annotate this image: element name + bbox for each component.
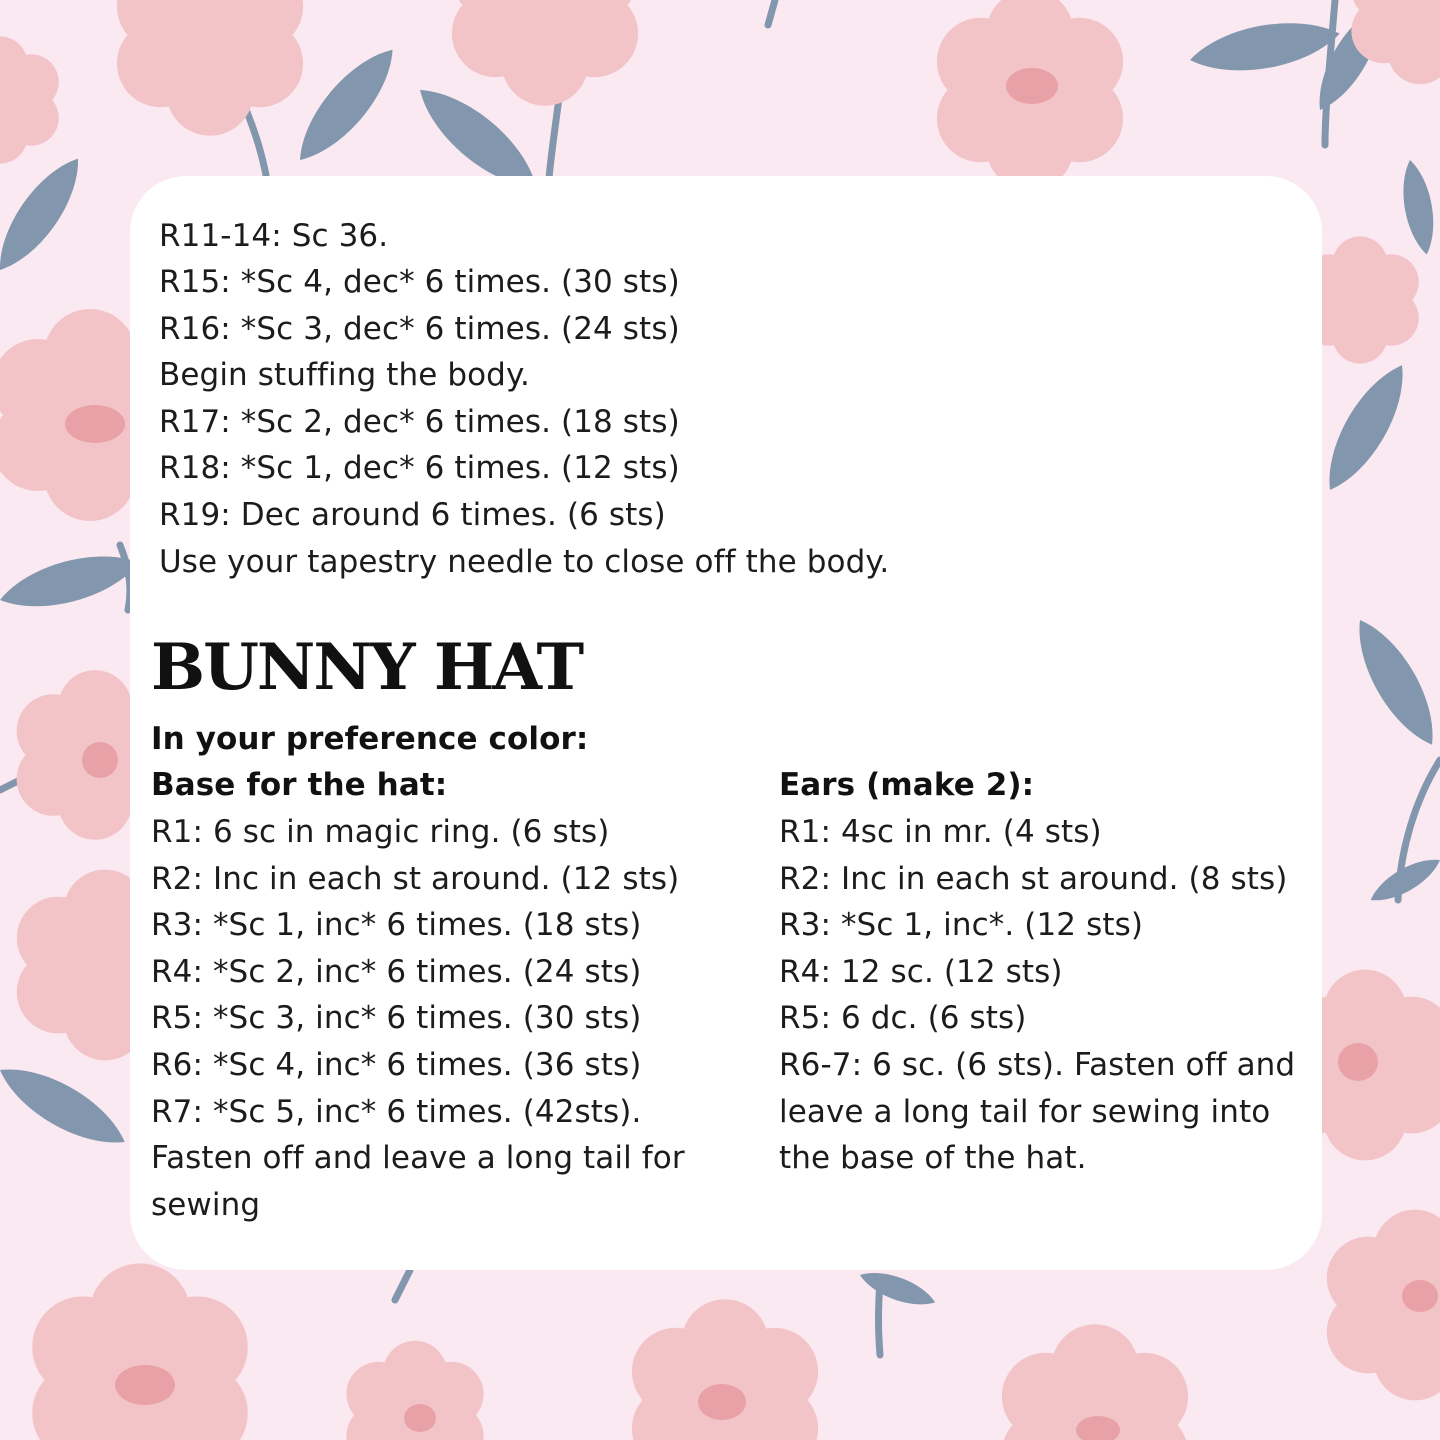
body-row: R11-14: Sc 36. xyxy=(159,218,389,254)
hat-base-row: R3: *Sc 1, inc* 6 times. (18 sts) xyxy=(151,907,642,943)
ears-row: R3: *Sc 1, inc*. (12 sts) xyxy=(779,907,1144,943)
ears-row: leave a long tail for sewing into xyxy=(779,1094,1271,1130)
ears-row: R6-7: 6 sc. (6 sts). Fasten off and xyxy=(779,1047,1296,1083)
body-row: R19: Dec around 6 times. (6 sts) xyxy=(159,497,666,533)
body-row: R16: *Sc 3, dec* 6 times. (24 sts) xyxy=(159,311,680,347)
hat-base-row: R2: Inc in each st around. (12 sts) xyxy=(151,861,680,897)
ears-row: R5: 6 dc. (6 sts) xyxy=(779,1000,1027,1036)
ears-row: the base of the hat. xyxy=(779,1140,1087,1176)
ears-row: R1: 4sc in mr. (4 sts) xyxy=(779,814,1102,850)
hat-base-row: R6: *Sc 4, inc* 6 times. (36 sts) xyxy=(151,1047,642,1083)
hat-base-heading: Base for the hat: xyxy=(151,767,448,803)
body-row: R15: *Sc 4, dec* 6 times. (30 sts) xyxy=(159,264,680,300)
body-row: Begin stuffing the body. xyxy=(159,357,530,393)
hat-base-row: Fasten off and leave a long tail for xyxy=(151,1140,685,1176)
body-row: R17: *Sc 2, dec* 6 times. (18 sts) xyxy=(159,404,680,440)
hat-base-row: R1: 6 sc in magic ring. (6 sts) xyxy=(151,814,610,850)
hat-base-row: sewing xyxy=(151,1187,261,1223)
section-title: BUNNY HAT xyxy=(151,630,583,705)
ears-row: R2: Inc in each st around. (8 sts) xyxy=(779,861,1288,897)
body-row: R18: *Sc 1, dec* 6 times. (12 sts) xyxy=(159,450,680,486)
body-row: Use your tapestry needle to close off the body. xyxy=(159,544,890,580)
ears-heading: Ears (make 2): xyxy=(779,767,1035,803)
hat-base-row: R7: *Sc 5, inc* 6 times. (42sts). xyxy=(151,1094,642,1130)
color-note: In your preference color: xyxy=(151,721,589,757)
ears-row: R4: 12 sc. (12 sts) xyxy=(779,954,1063,990)
hat-base-row: R5: *Sc 3, inc* 6 times. (30 sts) xyxy=(151,1000,642,1036)
hat-base-row: R4: *Sc 2, inc* 6 times. (24 sts) xyxy=(151,954,642,990)
